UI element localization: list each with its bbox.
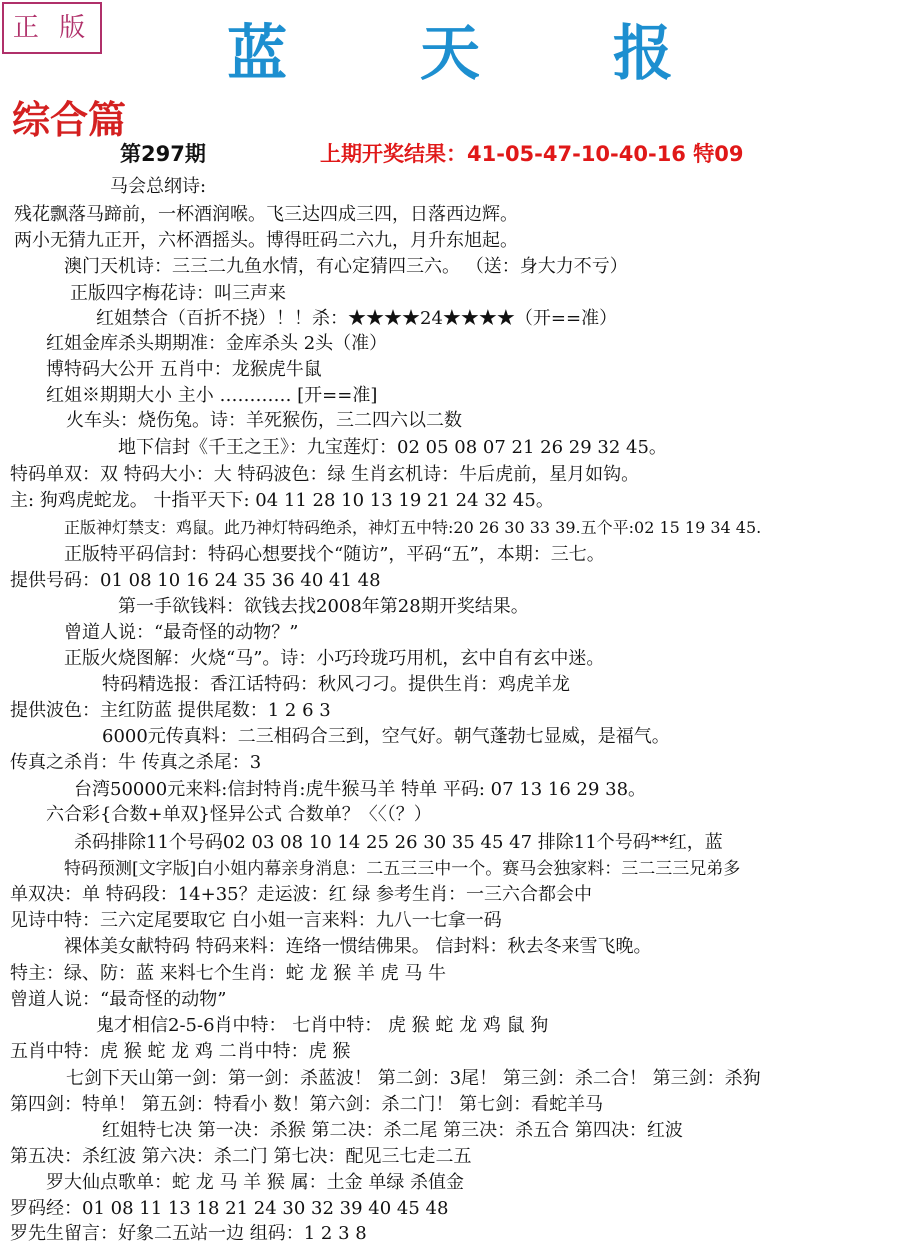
text-line: 特码精选报：香江话特码：秋风刁刁。提供生肖：鸡虎羊龙: [102, 674, 570, 695]
text-line: 六合彩{合数+单双}怪异公式 合数单？〈〈（？）: [46, 804, 432, 825]
text-line: 红姐金库杀头期期准：金库杀头 2头（准）: [46, 333, 388, 354]
text-line: 正版四字梅花诗：叫三声来: [70, 283, 286, 304]
text-line: 七剑下天山第一剑：第一剑：杀蓝波！ 第二剑：3尾！ 第三剑：杀二合！ 第三剑：杀狗: [66, 1068, 761, 1089]
text-line: 6000元传真料：二三相码合三到，空气好。朝气蓬勃七显威，是福气。: [102, 726, 670, 747]
text-line: 第五决：杀红波 第六决：杀二门 第七决：配见三七走二五: [10, 1146, 472, 1167]
text-line: 两小无猜九正开，六杯酒摇头。博得旺码二六九，月升东旭起。: [14, 230, 518, 251]
newspaper-title: 蓝 天 报: [227, 19, 729, 89]
text-line: 曾道人说：“最奇怪的动物？”: [64, 622, 299, 643]
text-line: 正版神灯禁支：鸡鼠。此乃神灯特码绝杀，神灯五中特:20 26 30 33 39.五个平:02 15 19 34 45.: [64, 518, 762, 537]
text-line: 罗码经：01 08 11 13 18 21 24 30 32 39 40 45 48: [10, 1198, 449, 1219]
text-line: 传真之杀肖：牛 传真之杀尾：3: [10, 752, 262, 773]
text-line: 主: 狗鸡虎蛇龙。 十指平天下: 04 11 28 10 13 19 21 24 32 45。: [10, 490, 554, 511]
issue-number: 第297期: [120, 142, 206, 166]
text-line: 第四剑：特单！ 第五剑：特看小 数！第六剑：杀二门！ 第七剑：看蛇羊马: [10, 1094, 604, 1115]
text-line: 红姐※期期大小 主小 ………… [开==准]: [46, 385, 378, 406]
section-heading: 综合篇: [12, 97, 127, 142]
text-line: 红姐特七决 第一决：杀猴 第二决：杀二尾 第三决：杀五合 第四决：红波: [102, 1120, 683, 1141]
text-line: 马会总纲诗:: [110, 176, 207, 197]
text-line: 鬼才相信2-5-6肖中特： 七肖中特： 虎 猴 蛇 龙 鸡 鼠 狗: [96, 1015, 549, 1036]
text-line: 台湾50000元来料:信封特肖:虎牛猴马羊 特单 平码: 07 13 16 29 38。: [74, 779, 647, 800]
text-line: 特码预测[文字版]白小姐内幕亲身消息：二五三三中一个。赛马会独家料：三二三三兄弟多: [64, 859, 741, 879]
text-line: 第一手欲钱料：欲钱去找2008年第28期开奖结果。: [118, 596, 529, 617]
text-line: 地下信封《千王之王》：九宝莲灯：02 05 08 07 21 26 29 32 45。: [118, 437, 667, 458]
text-line: 五肖中特：虎 猴 蛇 龙 鸡 二肖中特：虎 猴: [10, 1041, 351, 1062]
text-line: 残花飘落马蹄前，一杯酒润喉。飞三达四成三四，日落西边辉。: [14, 204, 518, 225]
text-line: 博特码大公开 五肖中：龙猴虎牛鼠: [46, 359, 322, 380]
text-line: 提供波色：主红防蓝 提供尾数：1 2 6 3: [10, 700, 331, 721]
text-line: 红姐禁合（百折不挠）！！杀：★★★★24★★★★（开==准）: [96, 308, 618, 329]
genuine-badge: 正 版: [2, 2, 102, 54]
text-line: 火车头：烧伤兔。诗：羊死猴伤，三二四六以二数: [66, 410, 462, 431]
text-line: 罗先生留言：好象二五站一边 组码：1 2 3 8: [10, 1223, 367, 1244]
text-line: 正版特平码信封：特码心想要找个“随访”，平码“五”，本期：三七。: [64, 544, 605, 565]
text-line: 提供号码：01 08 10 16 24 35 36 40 41 48: [10, 570, 381, 591]
text-line: 罗大仙点歌单：蛇 龙 马 羊 猴 属：土金 单绿 杀值金: [46, 1172, 465, 1193]
text-line: 特主：绿、防：蓝 来料七个生肖：蛇 龙 猴 羊 虎 马 牛: [10, 963, 447, 984]
text-line: 单双决：单 特码段：14+35？走运波：红 绿 参考生肖：一三六合都会中: [10, 884, 593, 905]
text-line: 杀码排除11个号码02 03 08 10 14 25 26 30 35 45 47 排除11个号码**红，蓝: [74, 832, 723, 853]
last-draw-result: 上期开奖结果：41-05-47-10-40-16 特09: [320, 142, 744, 166]
text-line: 特码单双：双 特码大小：大 特码波色：绿 生肖玄机诗：牛后虎前，星月如钩。: [10, 464, 640, 485]
text-line: 曾道人说：“最奇怪的动物”: [10, 989, 227, 1010]
text-line: 正版火烧图解：火烧“马”。诗：小巧玲珑巧用机，玄中自有玄中迷。: [64, 648, 605, 669]
text-line: 见诗中特：三六定尾要取它 白小姐一言来料：九八一七拿一码: [10, 910, 502, 931]
text-line: 裸体美女献特码 特码来料：连络一惯结佛果。 信封料：秋去冬来雪飞晚。: [64, 936, 652, 957]
text-line: 澳门天机诗：三三二九鱼水情，有心定猜四三六。 （送：身大力不亏）: [64, 256, 628, 277]
